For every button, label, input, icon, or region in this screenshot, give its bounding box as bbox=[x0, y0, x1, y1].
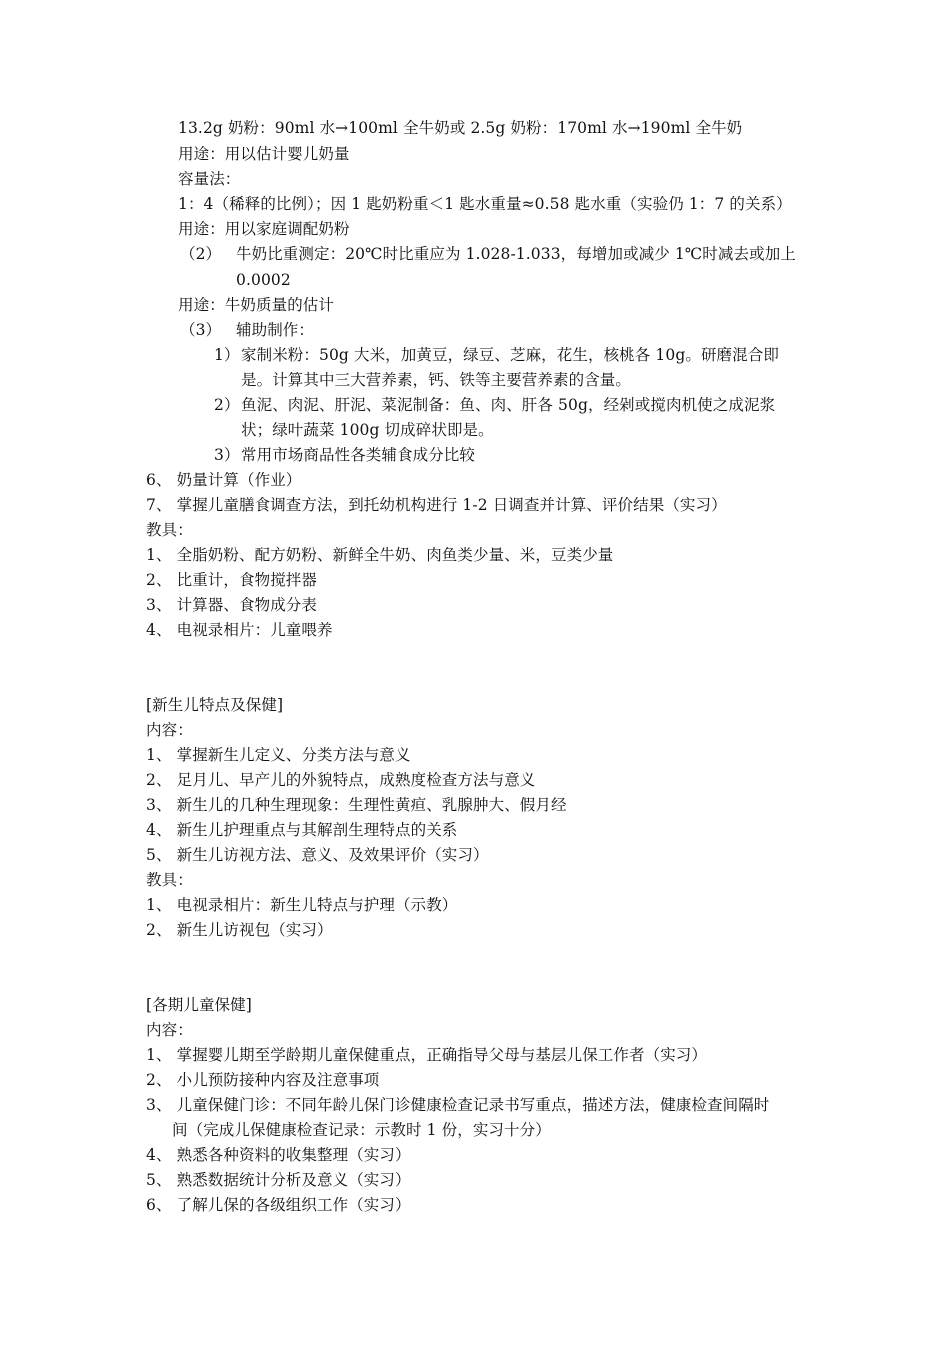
item-7: 7、 掌握儿童膳食调查方法，到托幼机构进行 1-2 日调查并计算、评价结果（实习） bbox=[146, 496, 727, 514]
usage-line-1: 用途：用以估计婴儿奶量 bbox=[178, 145, 350, 163]
content-item: 5、 熟悉数据统计分析及意义（实习） bbox=[146, 1171, 411, 1189]
usage-line-2: 用途：用以家庭调配奶粉 bbox=[178, 220, 350, 238]
item-6: 6、 奶量计算（作业） bbox=[146, 471, 302, 489]
content-item: 4、 新生儿护理重点与其解剖生理特点的关系 bbox=[146, 821, 458, 839]
tool-item: 1、 电视录相片：新生儿特点与护理（示教） bbox=[146, 896, 458, 914]
dilution-ratio-line: 1：4（稀释的比例）；因 1 匙奶粉重＜1 匙水重量≈0.58 匙水重（实验仍 1：7 的关系） bbox=[178, 195, 792, 213]
content-item: 3、 儿童保健门诊：不同年龄儿保门诊健康检查记录书写重点，描述方法，健康检查间隔时 bbox=[146, 1096, 770, 1114]
item-3-text: 辅助制作： bbox=[236, 321, 315, 339]
tools-label: 教具： bbox=[146, 521, 193, 539]
volume-method-label: 容量法： bbox=[178, 170, 241, 188]
content-item: 4、 熟悉各种资料的收集整理（实习） bbox=[146, 1146, 411, 1164]
sub-1-text: 家制米粉：50g 大米，加黄豆，绿豆、芝麻，花生，核桃各 10g。研磨混合即 bbox=[241, 346, 779, 364]
sub-2-number: 2） bbox=[214, 396, 240, 414]
item-3-number: （3） bbox=[180, 321, 222, 339]
content-item: 3、 新生儿的几种生理现象：生理性黄疸、乳腺肿大、假月经 bbox=[146, 796, 567, 814]
content-item: 2、 足月儿、早产儿的外貌特点，成熟度检查方法与意义 bbox=[146, 771, 536, 789]
tool-item: 2、 比重计，食物搅拌器 bbox=[146, 571, 317, 589]
item-2-text: 牛奶比重测定：20℃时比重应为 1.028-1.033，每增加或减少 1℃时减去或加上 bbox=[236, 245, 796, 263]
sub-1-number: 1） bbox=[214, 346, 240, 364]
tools-label: 教具： bbox=[146, 871, 193, 889]
tool-item: 4、 电视录相片：儿童喂养 bbox=[146, 621, 333, 639]
tool-item: 1、 全脂奶粉、配方奶粉、新鲜全牛奶、肉鱼类少量、米，豆类少量 bbox=[146, 546, 614, 564]
content-item: 2、 小儿预防接种内容及注意事项 bbox=[146, 1071, 380, 1089]
section-title-periods: [各期儿童保健] bbox=[146, 996, 252, 1014]
content-item: 1、 掌握新生儿定义、分类方法与意义 bbox=[146, 746, 411, 764]
usage-line-3: 用途：牛奶质量的估计 bbox=[178, 296, 335, 314]
sub-2-text: 鱼泥、肉泥、肝泥、菜泥制备：鱼、肉、肝各 50g，经剁或搅肉机使之成泥浆 bbox=[241, 396, 776, 414]
content-label: 内容： bbox=[146, 1021, 193, 1039]
tool-item: 2、 新生儿访视包（实习） bbox=[146, 921, 333, 939]
content-label: 内容： bbox=[146, 721, 193, 739]
content-item: 6、 了解儿保的各级组织工作（实习） bbox=[146, 1196, 411, 1214]
section-title-newborn: [新生儿特点及保健] bbox=[146, 696, 284, 714]
content-item-continuation: 间（完成儿保健康检查记录：示教时 1 份，实习十分） bbox=[172, 1121, 551, 1139]
content-item: 5、 新生儿访视方法、意义、及效果评价（实习） bbox=[146, 846, 489, 864]
milk-ratio-line: 13.2g 奶粉：90ml 水→100ml 全牛奶或 2.5g 奶粉：170ml 水→190ml 全牛奶 bbox=[178, 119, 743, 137]
sub-1-continuation: 是。计算其中三大营养素，钙、铁等主要营养素的含量。 bbox=[241, 371, 632, 389]
sub-3-number: 3） bbox=[214, 446, 240, 464]
sub-2-continuation: 状；绿叶蔬菜 100g 切成碎状即是。 bbox=[241, 421, 494, 439]
item-2-number: （2） bbox=[180, 245, 222, 263]
item-2-continuation: 0.0002 bbox=[236, 271, 291, 289]
sub-3-text: 常用市场商品性各类辅食成分比较 bbox=[241, 446, 476, 464]
content-item: 1、 掌握婴儿期至学龄期儿童保健重点，正确指导父母与基层儿保工作者（实习） bbox=[146, 1046, 707, 1064]
tool-item: 3、 计算器、食物成分表 bbox=[146, 596, 317, 614]
